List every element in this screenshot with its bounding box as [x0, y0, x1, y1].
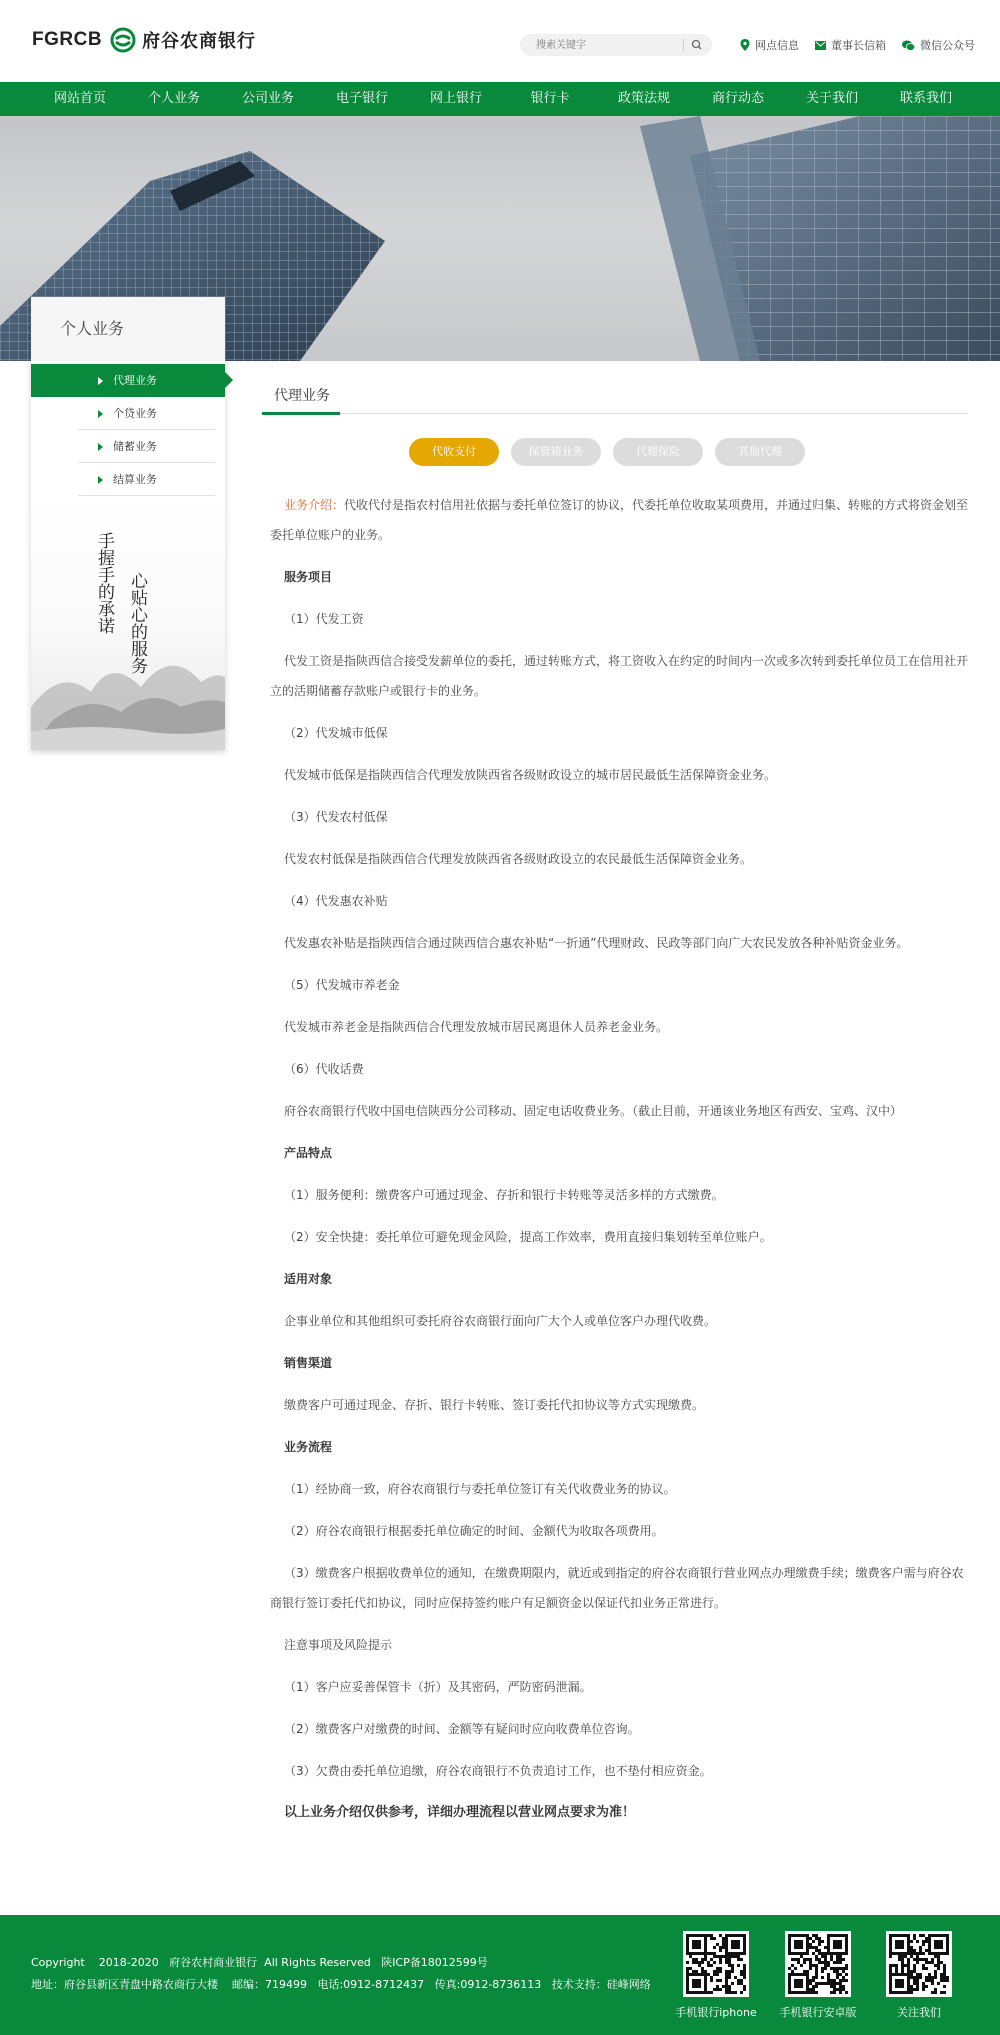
search-divider [683, 39, 684, 51]
section-heading: 业务流程 [284, 1440, 333, 1454]
section-heading: 服务项目 [284, 570, 333, 584]
paragraph: 缴费客户可通过现金、存折、银行卡转账、签订委托代扣协议等方式实现缴费。 [284, 1398, 705, 1412]
header [0, 0, 1000, 82]
intro-paragraph [270, 490, 970, 550]
nav-item-contact[interactable]: 联系我们 [899, 91, 952, 106]
section-heading: 产品特点 [284, 1146, 333, 1160]
paragraph: 代发城市低保是指陕西信合代理发放陕西省各级财政设立的城市居民最低生活保障资金业务。 [284, 768, 777, 782]
intro-text: 代收代付是指农村信用社依据与委托单位签订的协议，代委托单位收取某项费用，并通过归集、转账的方式将资金划至委托单位账户的业务。 [270, 498, 969, 542]
intro-label: 业务介绍： [284, 498, 345, 512]
sidebar-title: 个人业务 [31, 297, 225, 361]
triangle-right-icon [98, 476, 103, 484]
paragraph: 代发城市养老金是指陕西信合代理发放城市居民离退休人员养老金业务。 [284, 1020, 669, 1034]
wechat-icon [902, 40, 915, 51]
main-nav [0, 82, 1000, 116]
page-title-underline [262, 412, 340, 415]
search-icon[interactable] [688, 37, 706, 53]
sidebar-slogan-image [31, 497, 225, 750]
section-heading: 销售渠道 [284, 1356, 333, 1370]
paragraph: （1）服务便利：缴费客户可通过现金、存折和银行卡转账等灵活多样的方式缴费。 [284, 1188, 724, 1202]
link-wechat[interactable] [902, 37, 975, 53]
tab-other-agency[interactable]: 其他代理 [715, 438, 805, 466]
sidebar-item-agency[interactable] [31, 364, 225, 397]
qr-caption: 关注我们 [897, 2006, 941, 2019]
link-branch-info[interactable] [740, 37, 799, 53]
sidebar-item-label: 结算业务 [113, 473, 157, 486]
logo[interactable] [32, 26, 256, 54]
sidebar-item-loan[interactable] [78, 397, 215, 430]
nav-item-card[interactable]: 银行卡 [530, 91, 570, 106]
qr-iphone[interactable] [675, 1931, 757, 2020]
search-input[interactable] [536, 37, 676, 53]
paragraph: 代发农村低保是指陕西信合代理发放陕西省各级财政设立的农民最低生活保障资金业务。 [284, 852, 753, 866]
paragraph: （1）客户应妥善保管卡（折）及其密码，严防密码泄漏。 [284, 1680, 592, 1694]
nav-item-personal[interactable]: 个人业务 [147, 91, 200, 106]
paragraph: （3）欠费由委托单位追缴，府谷农商银行不负责追讨工作，也不垫付相应资金。 [284, 1764, 712, 1778]
slogan-right: 心贴心的服务 [127, 572, 147, 674]
nav-item-news[interactable]: 商行动态 [711, 91, 764, 106]
paragraph: （1）代发工资 [284, 612, 364, 626]
qr-caption: 手机银行iphone [675, 2006, 757, 2019]
tab-safe-deposit[interactable]: 保管箱业务 [511, 438, 601, 466]
paragraph: （5）代发城市养老金 [284, 978, 400, 992]
paragraph: （2）安全快捷：委托单位可避免现金风险，提高工作效率，费用直接归集划转至单位账户。 [284, 1230, 772, 1244]
qr-follow[interactable] [886, 1931, 952, 2020]
triangle-right-icon [98, 410, 103, 418]
qr-code-icon [683, 1931, 749, 1997]
ink-landscape-illustration [31, 497, 225, 750]
logo-mark-icon [110, 27, 136, 53]
paragraph: （2）缴费客户对缴费的时间、金额等有疑问时应向收费单位咨询。 [284, 1722, 640, 1736]
paragraph: （2）代发城市低保 [284, 726, 388, 740]
nav-item-online-bank[interactable]: 网上银行 [429, 91, 482, 106]
paragraph: （2）府谷农商银行根据委托单位确定的时间、金额代为收取各项费用。 [284, 1524, 664, 1538]
section-heading: 适用对象 [284, 1272, 333, 1286]
triangle-right-icon [98, 443, 103, 451]
paragraph: （1）经协商一致，府谷农商银行与委托单位签订有关代收费业务的协议。 [284, 1482, 676, 1496]
nav-item-about[interactable]: 关于我们 [805, 91, 858, 106]
paragraph: 府谷农商银行代收中国电信陕西分公司移动、固定电话收费业务。（截止目前，开通该业务地区有西安、宝鸡、汉中） [284, 1104, 903, 1118]
sidebar [31, 297, 225, 750]
mail-icon [815, 41, 826, 50]
sidebar-item-settlement[interactable] [78, 463, 215, 496]
footer [0, 1915, 1000, 2035]
footer-address: 地址：府谷县新区青盘中路农商行大楼 邮编：719499 电话:0912-8712437 传真:0912-8736113 技术支持：硅峰网络 [31, 1978, 651, 1991]
link-chairman-mailbox-label: 董事长信箱 [831, 39, 886, 52]
page-title-bar [262, 380, 968, 414]
paragraph: 代发惠农补贴是指陕西信合通过陕西信合惠农补贴“一折通”代理财政、民政等部门向广大农民发放各种补贴资金业务。 [284, 936, 909, 950]
search-box [520, 34, 712, 56]
logo-cn: 府谷农商银行 [142, 31, 257, 52]
sidebar-item-label: 代理业务 [113, 374, 157, 387]
slogan-left: 手握手的承诺 [94, 532, 114, 634]
main-content [262, 380, 969, 1820]
sub-tabs [409, 438, 817, 466]
tab-agency-insurance[interactable]: 代理保险 [613, 438, 703, 466]
article-paragraphs [270, 562, 970, 1828]
qr-caption: 手机银行安卓版 [779, 2006, 857, 2019]
disclaimer-text: 以上业务介绍仅供参考，详细办理流程以营业网点要求为准！ [284, 1805, 636, 1820]
top-links [740, 37, 975, 53]
sidebar-item-savings[interactable] [78, 430, 215, 463]
paragraph: （6）代收话费 [284, 1062, 364, 1076]
paragraph: 注意事项及风险提示 [284, 1638, 393, 1652]
sidebar-item-label: 个贷业务 [113, 407, 157, 420]
qr-code-icon [886, 1931, 952, 1997]
triangle-right-icon [98, 377, 103, 385]
sidebar-item-label: 储蓄业务 [113, 440, 157, 453]
qr-code-icon [785, 1931, 851, 1997]
page-title: 代理业务 [274, 388, 330, 404]
location-pin-icon [740, 39, 750, 51]
nav-item-policy[interactable]: 政策法规 [617, 91, 670, 106]
article-body [270, 490, 970, 1840]
nav-item-ebank[interactable]: 电子银行 [335, 91, 388, 106]
link-wechat-label: 微信公众号 [920, 39, 975, 52]
paragraph: 企事业单位和其他组织可委托府谷农商银行面向广大个人或单位客户办理代收费。 [284, 1314, 717, 1328]
nav-item-home[interactable]: 网站首页 [53, 91, 106, 106]
tab-collection-payment[interactable]: 代收支付 [409, 438, 499, 466]
qr-android[interactable] [779, 1931, 857, 2020]
logo-en: FGRCB [32, 29, 103, 50]
paragraph: （4）代发惠农补贴 [284, 894, 388, 908]
link-branch-info-label: 网点信息 [755, 39, 799, 52]
nav-item-corporate[interactable]: 公司业务 [241, 91, 294, 106]
paragraph: （3）缴费客户根据收费单位的通知，在缴费期限内，就近或到指定的府谷农商银行营业网点办理缴费手续；缴费客户需与府谷农商银行签订委托代扣协议，同时应保持签约账户有足额资金以保证代扣业务正常进行。 [270, 1566, 964, 1610]
paragraph: （3）代发农村低保 [284, 810, 388, 824]
footer-copyright: Copyright 2018-2020 府谷农村商业银行 All Rights Reserved 陕ICP备18012599号 [31, 1956, 488, 1969]
link-chairman-mailbox[interactable] [815, 37, 886, 53]
paragraph: 代发工资是指陕西信合接受发薪单位的委托，通过转账方式，将工资收入在约定的时间内一次或多次转到委托单位员工在信用社开立的活期储蓄存款账户或银行卡的业务。 [270, 654, 969, 698]
